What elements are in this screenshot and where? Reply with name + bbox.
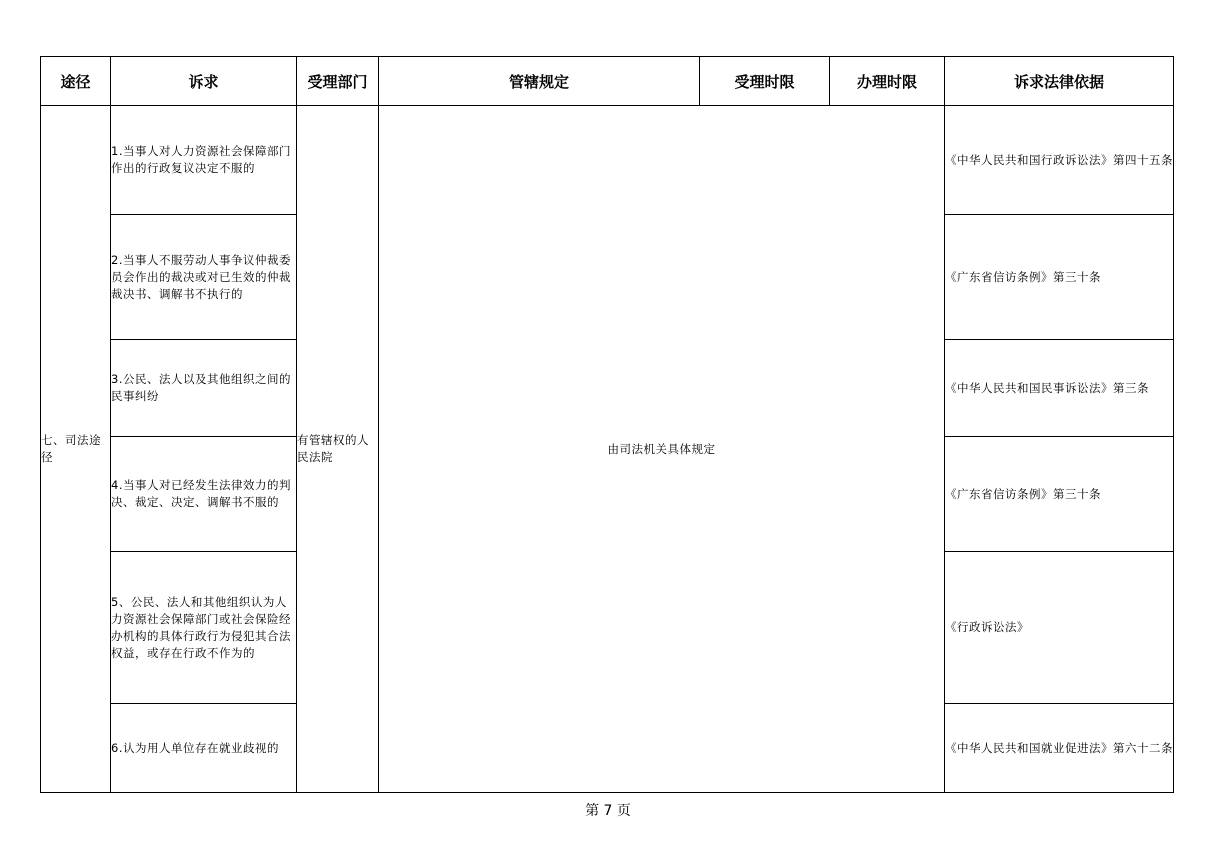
legal-basis-cell: 《广东省信访条例》第三十条 bbox=[945, 437, 1174, 552]
department-cell: 有管辖权的人民法院 bbox=[297, 106, 379, 793]
header-legal-basis: 诉求法律依据 bbox=[945, 57, 1174, 106]
header-jurisdiction: 管辖规定 bbox=[379, 57, 700, 106]
complaint-routes-table bbox=[40, 56, 1174, 793]
header-row bbox=[41, 57, 1174, 106]
claim-cell: 5、公民、法人和其他组织认为人力资源社会保障部门或社会保险经办机构的具体行政行为侵犯其合法权益，或存在行政不作为的 bbox=[111, 552, 297, 704]
jurisdiction-cell: 由司法机关具体规定 bbox=[379, 106, 945, 793]
header-claim: 诉求 bbox=[111, 57, 297, 106]
legal-basis-cell: 《中华人民共和国民事诉讼法》第三条 bbox=[945, 340, 1174, 437]
claim-cell: 2.当事人不服劳动人事争议仲裁委员会作出的裁决或对已生效的仲裁裁决书、调解书不执行的 bbox=[111, 215, 297, 340]
claim-cell: 1.当事人对人力资源社会保障部门作出的行政复议决定不服的 bbox=[111, 106, 297, 215]
legal-basis-cell: 《行政诉讼法》 bbox=[945, 552, 1174, 704]
header-handle-limit: 办理时限 bbox=[830, 57, 945, 106]
table-row bbox=[41, 106, 1174, 215]
legal-basis-cell: 《中华人民共和国就业促进法》第六十二条 bbox=[945, 704, 1174, 793]
legal-basis-cell: 《广东省信访条例》第三十条 bbox=[945, 215, 1174, 340]
page-number: 第 7 页 bbox=[585, 803, 631, 819]
route-cell: 七、司法途径 bbox=[41, 106, 111, 793]
header-accept-limit: 受理时限 bbox=[700, 57, 830, 106]
claim-cell: 4.当事人对已经发生法律效力的判决、裁定、决定、调解书不服的 bbox=[111, 437, 297, 552]
claim-cell: 6.认为用人单位存在就业歧视的 bbox=[111, 704, 297, 793]
header-department: 受理部门 bbox=[297, 57, 379, 106]
header-route: 途径 bbox=[41, 57, 111, 106]
claim-cell: 3.公民、法人以及其他组织之间的民事纠纷 bbox=[111, 340, 297, 437]
legal-basis-cell: 《中华人民共和国行政诉讼法》第四十五条 bbox=[945, 106, 1174, 215]
